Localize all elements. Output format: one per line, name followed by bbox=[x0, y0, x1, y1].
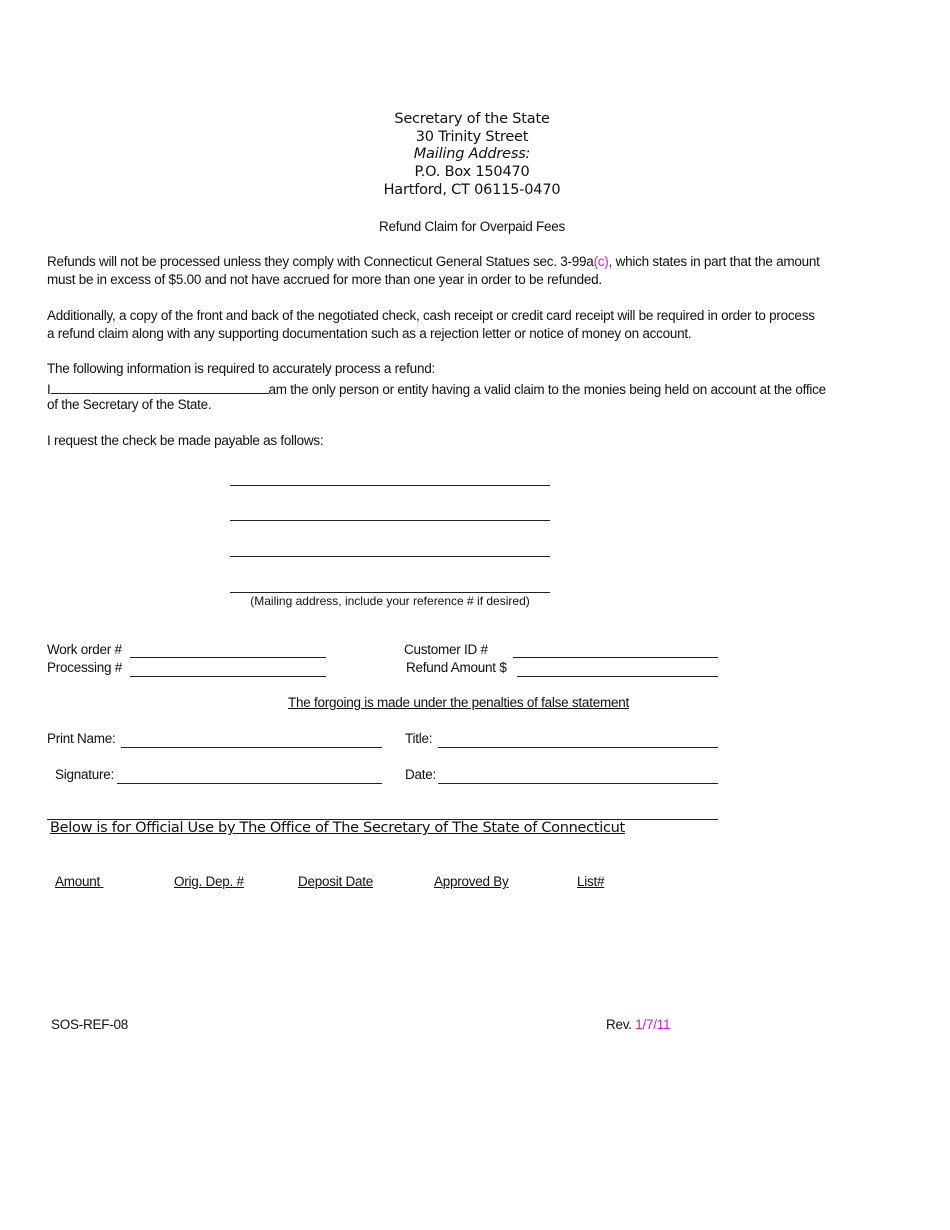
claimant-statement: am the only person or entity having a valid claim to the monies being held on account at the office bbox=[268, 382, 826, 397]
refund-amount-label: Refund Amount $ bbox=[406, 660, 507, 675]
paragraph-1-line-2: must be in excess of $5.00 and not have accrued for more than one year in order to be refunded. bbox=[47, 272, 602, 287]
revision-date: 1/7/11 bbox=[635, 1017, 671, 1032]
payee-line-4[interactable] bbox=[230, 592, 550, 593]
payable-request: I request the check be made payable as follows: bbox=[47, 433, 324, 448]
header-office: Secretary of the State bbox=[394, 111, 550, 127]
signature-field[interactable] bbox=[117, 783, 382, 784]
form-title: Refund Claim for Overpaid Fees bbox=[378, 219, 566, 234]
customer-id-field[interactable] bbox=[513, 657, 718, 658]
claimant-prefix: I bbox=[47, 382, 51, 397]
payee-line-2[interactable] bbox=[230, 520, 550, 521]
header-mailing-label: Mailing Address: bbox=[413, 146, 531, 162]
mailing-address-hint: (Mailing address, include your reference # if desired) bbox=[250, 594, 530, 608]
paragraph-3-line-3: of the Secretary of the State. bbox=[47, 397, 212, 412]
header-city: Hartford, CT 06115-0470 bbox=[383, 182, 561, 198]
payee-line-3[interactable] bbox=[230, 556, 550, 557]
form-id: SOS-REF-08 bbox=[51, 1017, 129, 1032]
header-street: 30 Trinity Street bbox=[415, 129, 529, 145]
refund-amount-field[interactable] bbox=[517, 676, 718, 677]
penalty-statement: The forgoing is made under the penalties of false statement bbox=[288, 695, 629, 710]
paragraph-3-line-1: The following information is required to accurately process a refund: bbox=[47, 361, 435, 376]
signature-label: Signature: bbox=[55, 767, 115, 782]
payee-line-1[interactable] bbox=[230, 485, 550, 486]
paragraph-1-text-after: , which states in part that the amount bbox=[608, 254, 820, 269]
column-approved-by: Approved By bbox=[434, 874, 509, 889]
work-order-field[interactable] bbox=[130, 657, 326, 658]
official-use-heading: Below is for Official Use by The Office of The Secretary of The State of Connecticut bbox=[50, 820, 625, 836]
processing-field[interactable] bbox=[130, 676, 326, 677]
paragraph-2-line-2: a refund claim along with any supporting documentation such as a rejection letter or notice of money on account. bbox=[47, 326, 692, 341]
revision bbox=[606, 1017, 670, 1032]
work-order-label: Work order # bbox=[47, 642, 122, 657]
claimant-name-field[interactable] bbox=[51, 379, 269, 394]
customer-id-label: Customer ID # bbox=[404, 642, 488, 657]
title-field[interactable] bbox=[438, 747, 718, 748]
processing-label: Processing # bbox=[47, 660, 123, 675]
header-po-box: P.O. Box 150470 bbox=[414, 164, 530, 180]
paragraph-1-line-1 bbox=[47, 254, 820, 269]
print-name-field[interactable] bbox=[121, 747, 382, 748]
revision-label: Rev. bbox=[606, 1017, 636, 1032]
title-label: Title: bbox=[405, 731, 433, 746]
paragraph-1-text: Refunds will not be processed unless they comply with Connecticut General Statues sec. 3-99a bbox=[47, 254, 594, 269]
paragraph-2-line-1: Additionally, a copy of the front and back of the negotiated check, cash receipt or credit card receipt will be required in order to process bbox=[47, 308, 815, 323]
column-deposit-date: Deposit Date bbox=[298, 874, 374, 889]
paragraph-3-line-2 bbox=[47, 379, 826, 397]
statute-subsection-highlight: (c) bbox=[593, 254, 609, 269]
date-field[interactable] bbox=[438, 783, 718, 784]
column-orig-dep: Orig. Dep. # bbox=[174, 874, 244, 889]
print-name-label: Print Name: bbox=[47, 731, 116, 746]
date-label: Date: bbox=[405, 767, 437, 782]
column-list: List# bbox=[577, 874, 605, 889]
column-amount: Amount bbox=[55, 874, 104, 889]
